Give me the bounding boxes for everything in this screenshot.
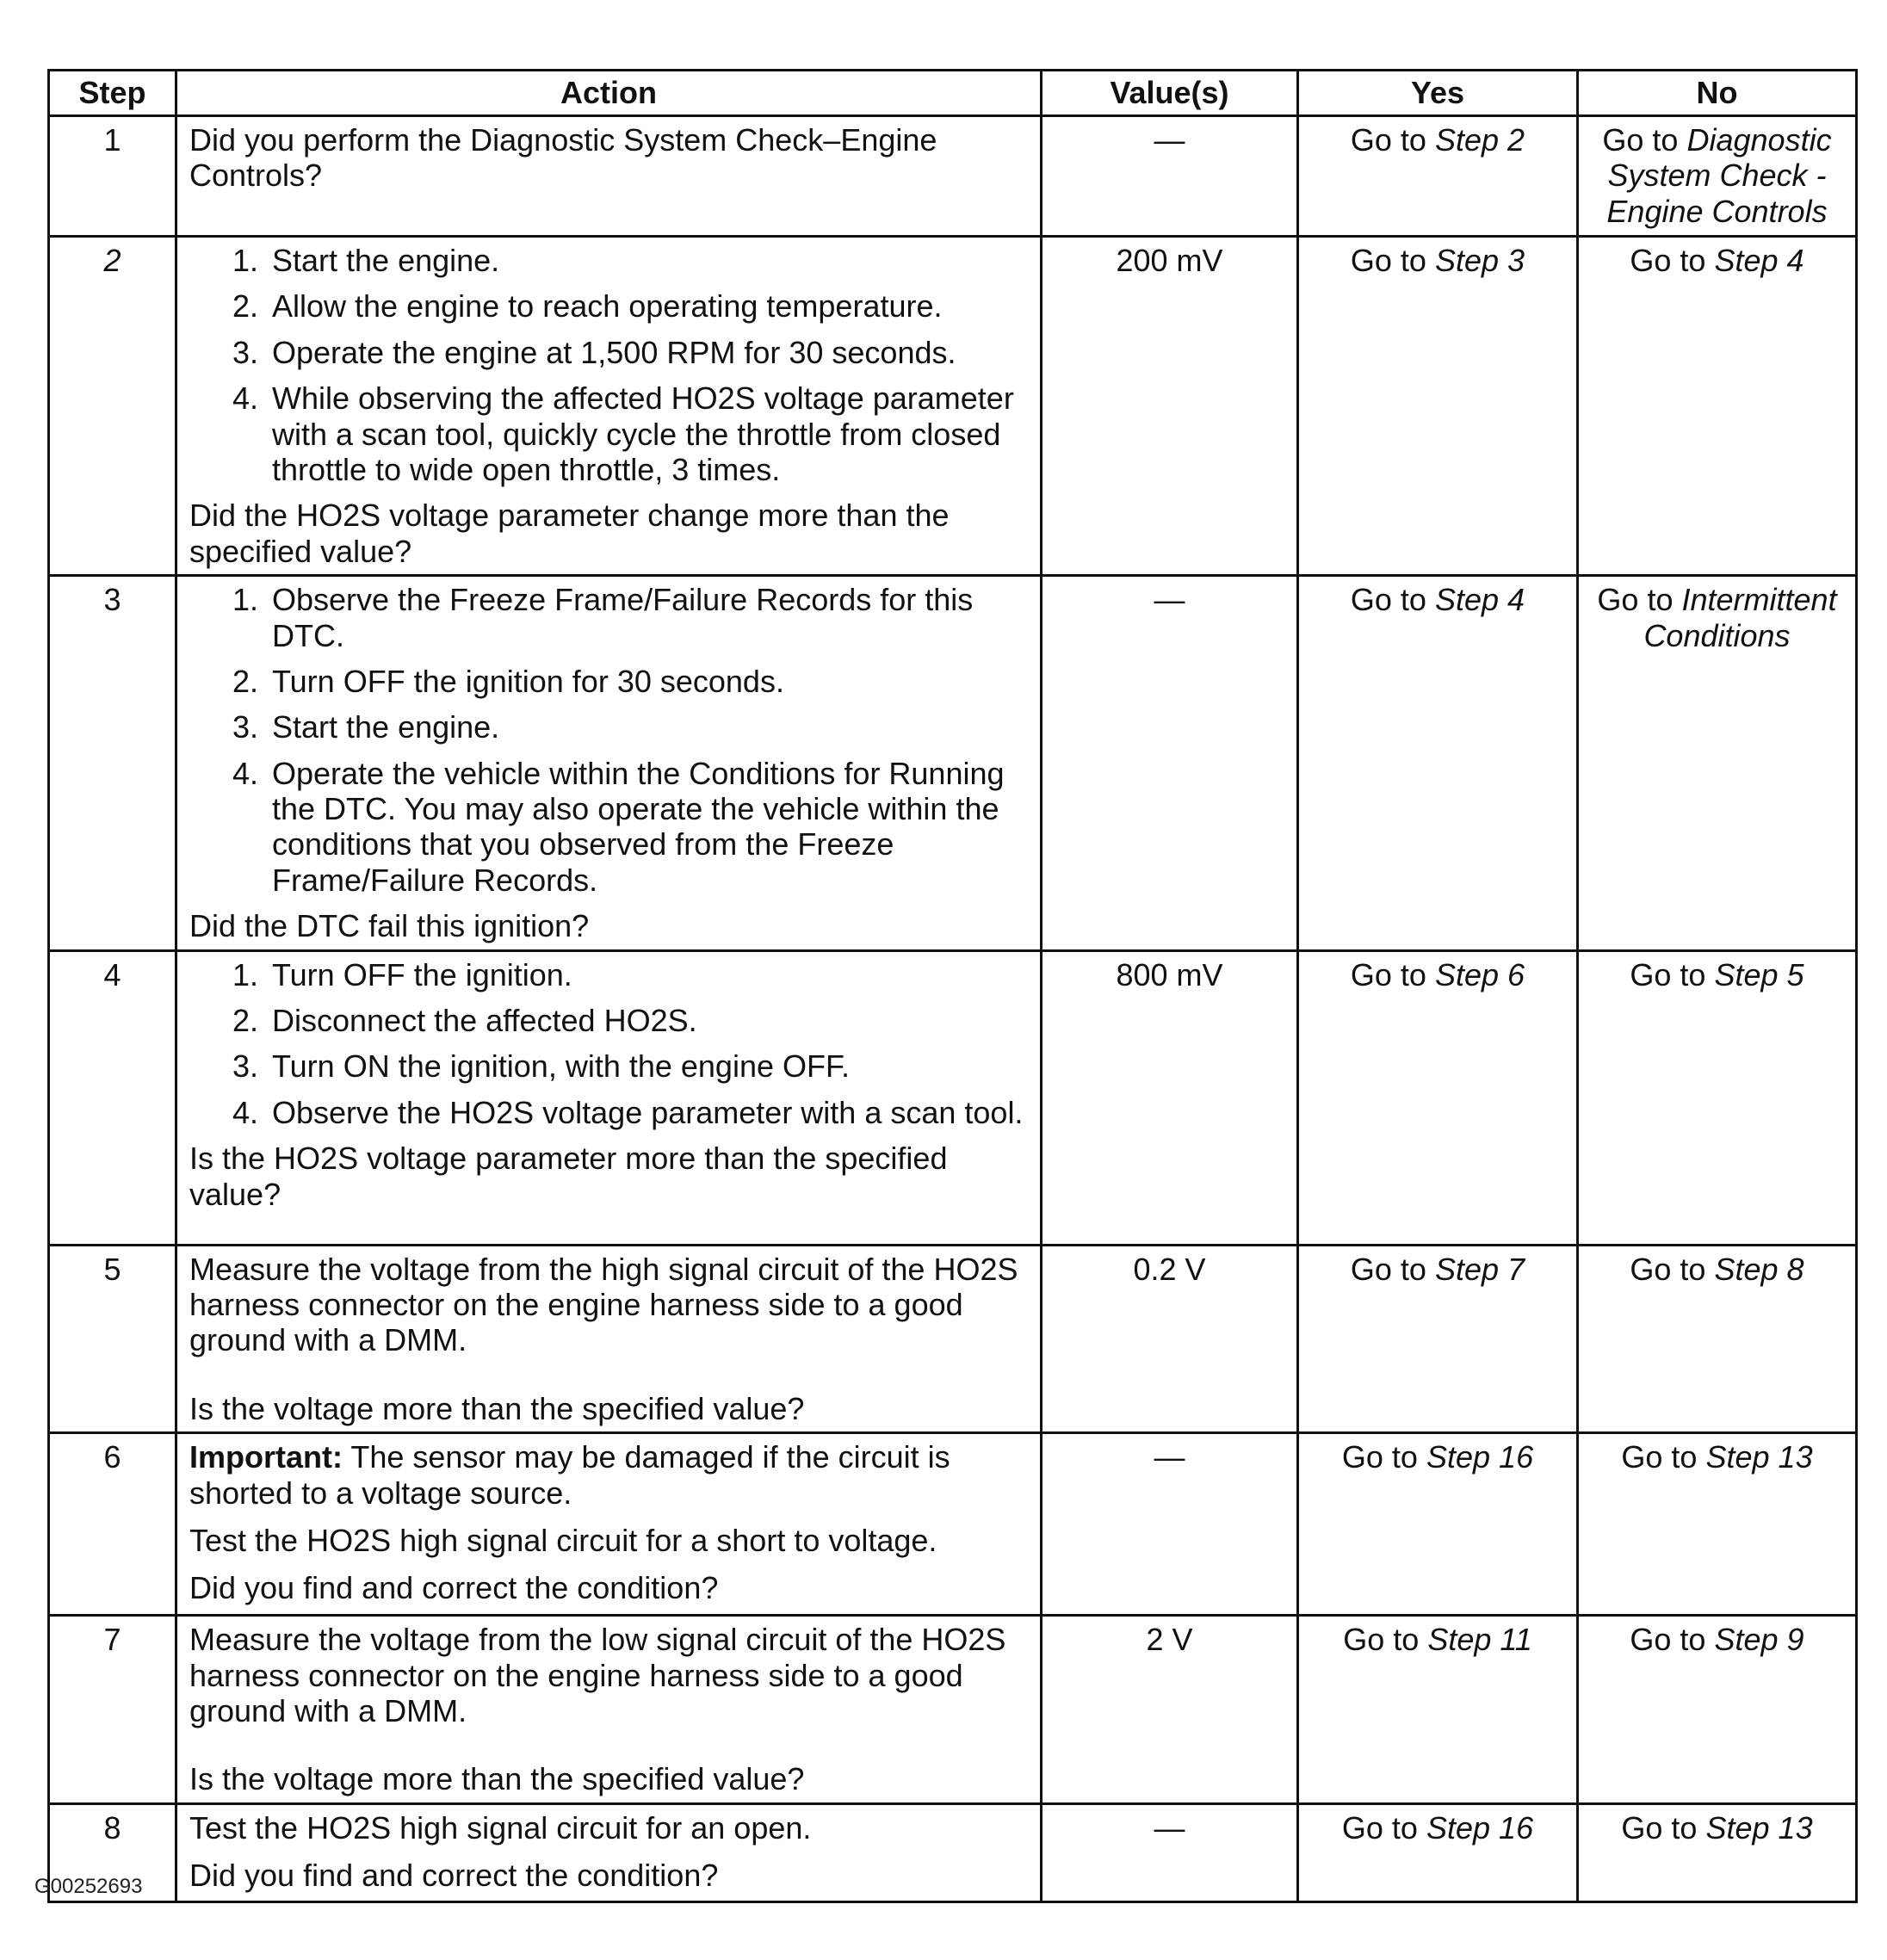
- no-cell: [1578, 116, 1857, 237]
- step-number: 2: [49, 237, 176, 576]
- yes-target: Step 7: [1434, 1251, 1525, 1287]
- action-list: [189, 243, 1028, 487]
- table-row: [49, 950, 1857, 1245]
- table-row: [49, 1616, 1857, 1804]
- yes-target: Step 11: [1427, 1622, 1532, 1658]
- action-item: 1. Turn OFF the ignition.: [267, 957, 1028, 992]
- action-item: 2. Allow the engine to reach operating temperature.: [267, 288, 1028, 324]
- value-cell: —: [1042, 116, 1298, 237]
- yes-prefix: Go to: [1350, 243, 1426, 278]
- step-number: 6: [49, 1433, 176, 1616]
- action-item: 3. Turn ON the ignition, with the engine OFF.: [267, 1048, 1028, 1084]
- no-target: Step 13: [1705, 1809, 1813, 1846]
- yes-cell: [1298, 1245, 1578, 1433]
- yes-target: Step 16: [1426, 1809, 1534, 1846]
- step-number: 1: [49, 116, 176, 237]
- no-target: Step 8: [1714, 1251, 1804, 1287]
- action-item: 2. Turn OFF the ignition for 30 seconds.: [267, 664, 1028, 699]
- yes-prefix: Go to: [1341, 1439, 1418, 1475]
- action-text: Measure the voltage from the high signal circuit of the HO2S harness connector on the engine harness side to a good ground with a DMM.: [189, 1251, 1018, 1358]
- action-item: 3. Operate the engine at 1,500 RPM for 30 seconds.: [267, 335, 1028, 370]
- action-item: 3. Start the engine.: [267, 709, 1028, 745]
- action-question: Is the HO2S voltage parameter more than the specified value?: [189, 1141, 948, 1212]
- no-prefix: Go to: [1630, 1622, 1706, 1658]
- no-target: Step 9: [1714, 1622, 1804, 1658]
- value-cell: —: [1042, 1803, 1298, 1901]
- no-prefix: Go to: [1630, 243, 1706, 278]
- yes-prefix: Go to: [1343, 1622, 1420, 1658]
- header-step: Step: [49, 71, 176, 116]
- action-cell: [176, 1245, 1042, 1433]
- no-target: Intermittent Conditions: [1643, 582, 1837, 653]
- action-list: [189, 957, 1028, 1131]
- action-cell: [176, 1433, 1042, 1616]
- action-list: [189, 582, 1028, 898]
- no-cell: [1578, 950, 1857, 1245]
- yes-cell: [1298, 576, 1578, 951]
- action-cell: [176, 576, 1042, 951]
- step-number: 5: [49, 1245, 176, 1433]
- table-row: [49, 1433, 1857, 1616]
- no-prefix: Go to: [1602, 122, 1679, 158]
- no-prefix: Go to: [1621, 1439, 1698, 1475]
- value-cell: 800 mV: [1042, 950, 1298, 1245]
- step-number: 3: [49, 576, 176, 951]
- no-prefix: Go to: [1621, 1809, 1698, 1846]
- table-row: [49, 1245, 1857, 1433]
- figure-id: G00252693: [34, 1875, 143, 1898]
- yes-prefix: Go to: [1341, 1809, 1418, 1846]
- action-cell: [176, 116, 1042, 237]
- yes-cell: [1298, 1616, 1578, 1804]
- action-item: 2. Disconnect the affected HO2S.: [267, 1003, 1028, 1038]
- no-cell: [1578, 237, 1857, 576]
- no-prefix: Go to: [1597, 582, 1674, 618]
- action-cell: [176, 1803, 1042, 1901]
- yes-target: Step 16: [1426, 1439, 1534, 1475]
- important-note: [189, 1439, 1028, 1511]
- action-item: 1. Observe the Freeze Frame/Failure Records for this DTC.: [267, 582, 1028, 653]
- action-cell: [176, 950, 1042, 1245]
- yes-cell: [1298, 1803, 1578, 1901]
- no-target: Step 5: [1714, 956, 1804, 992]
- action-question: Is the voltage more than the specified value?: [189, 1390, 805, 1426]
- value-cell: —: [1042, 1433, 1298, 1616]
- yes-prefix: Go to: [1350, 1251, 1426, 1287]
- step-number: 7: [49, 1616, 176, 1804]
- action-cell: [176, 237, 1042, 576]
- yes-prefix: Go to: [1350, 956, 1426, 992]
- no-cell: [1578, 1616, 1857, 1804]
- yes-cell: [1298, 1433, 1578, 1616]
- table-row: [49, 237, 1857, 576]
- action-cell: [176, 1616, 1042, 1804]
- no-cell: [1578, 1803, 1857, 1901]
- action-item: 4. While observing the affected HO2S voltage parameter with a scan tool, quickly cycle the throttle from closed throttle to wide open throttle, 3 times.: [267, 380, 1028, 487]
- step-number: 4: [49, 950, 176, 1245]
- header-no: No: [1578, 71, 1857, 116]
- action-question: Did you find and correct the condition?: [189, 1570, 719, 1606]
- header-action: Action: [176, 71, 1042, 116]
- header-values: Value(s): [1042, 71, 1298, 116]
- no-cell: [1578, 1433, 1857, 1616]
- important-label: Important:: [189, 1439, 343, 1475]
- table-row: [49, 1803, 1857, 1901]
- no-cell: [1578, 576, 1857, 951]
- diagnostic-table: [47, 69, 1858, 1903]
- important-text: The sensor may be damaged if the circuit is shorted to a voltage source.: [189, 1439, 950, 1511]
- yes-prefix: Go to: [1350, 582, 1426, 618]
- no-target: Diagnostic System Check - Engine Controls: [1606, 122, 1832, 229]
- action-text: Measure the voltage from the low signal circuit of the HO2S harness connector on the engine harness side to a good ground with a DMM.: [189, 1622, 1006, 1728]
- yes-target: Step 6: [1434, 956, 1525, 992]
- action-text: Test the HO2S high signal circuit for an open.: [189, 1809, 812, 1846]
- yes-target: Step 3: [1434, 243, 1525, 278]
- value-cell: 200 mV: [1042, 237, 1298, 576]
- action-item: 1. Start the engine.: [267, 243, 1028, 278]
- yes-cell: [1298, 237, 1578, 576]
- action-item: 4. Operate the vehicle within the Conditions for Running the DTC. You may also operate the vehicle within the conditions that you observed from the Freeze Frame/Failure Records.: [267, 756, 1028, 899]
- header-yes: Yes: [1298, 71, 1578, 116]
- table-row: [49, 576, 1857, 951]
- table-row: [49, 116, 1857, 237]
- no-cell: [1578, 1245, 1857, 1433]
- step-number: 8: [49, 1803, 176, 1901]
- no-prefix: Go to: [1630, 956, 1706, 992]
- no-prefix: Go to: [1630, 1251, 1706, 1287]
- action-text: Test the HO2S high signal circuit for a short to voltage.: [189, 1522, 937, 1558]
- yes-cell: [1298, 950, 1578, 1245]
- action-question: Is the voltage more than the specified value?: [189, 1761, 805, 1797]
- action-question: Did you perform the Diagnostic System Check–Engine Controls?: [189, 122, 937, 194]
- yes-prefix: Go to: [1350, 122, 1426, 158]
- action-question: Did the DTC fail this ignition?: [189, 908, 590, 944]
- no-target: Step 4: [1714, 243, 1804, 278]
- action-item: 4. Observe the HO2S voltage parameter with a scan tool.: [267, 1095, 1028, 1130]
- action-question: Did the HO2S voltage parameter change more than the specified value?: [189, 498, 950, 569]
- no-target: Step 13: [1705, 1439, 1813, 1475]
- value-cell: 2 V: [1042, 1616, 1298, 1804]
- value-cell: —: [1042, 576, 1298, 951]
- header-row: [49, 71, 1857, 116]
- value-cell: 0.2 V: [1042, 1245, 1298, 1433]
- yes-target: Step 2: [1434, 122, 1525, 158]
- yes-target: Step 4: [1434, 582, 1525, 618]
- action-question: Did you find and correct the condition?: [189, 1858, 719, 1894]
- yes-cell: [1298, 116, 1578, 237]
